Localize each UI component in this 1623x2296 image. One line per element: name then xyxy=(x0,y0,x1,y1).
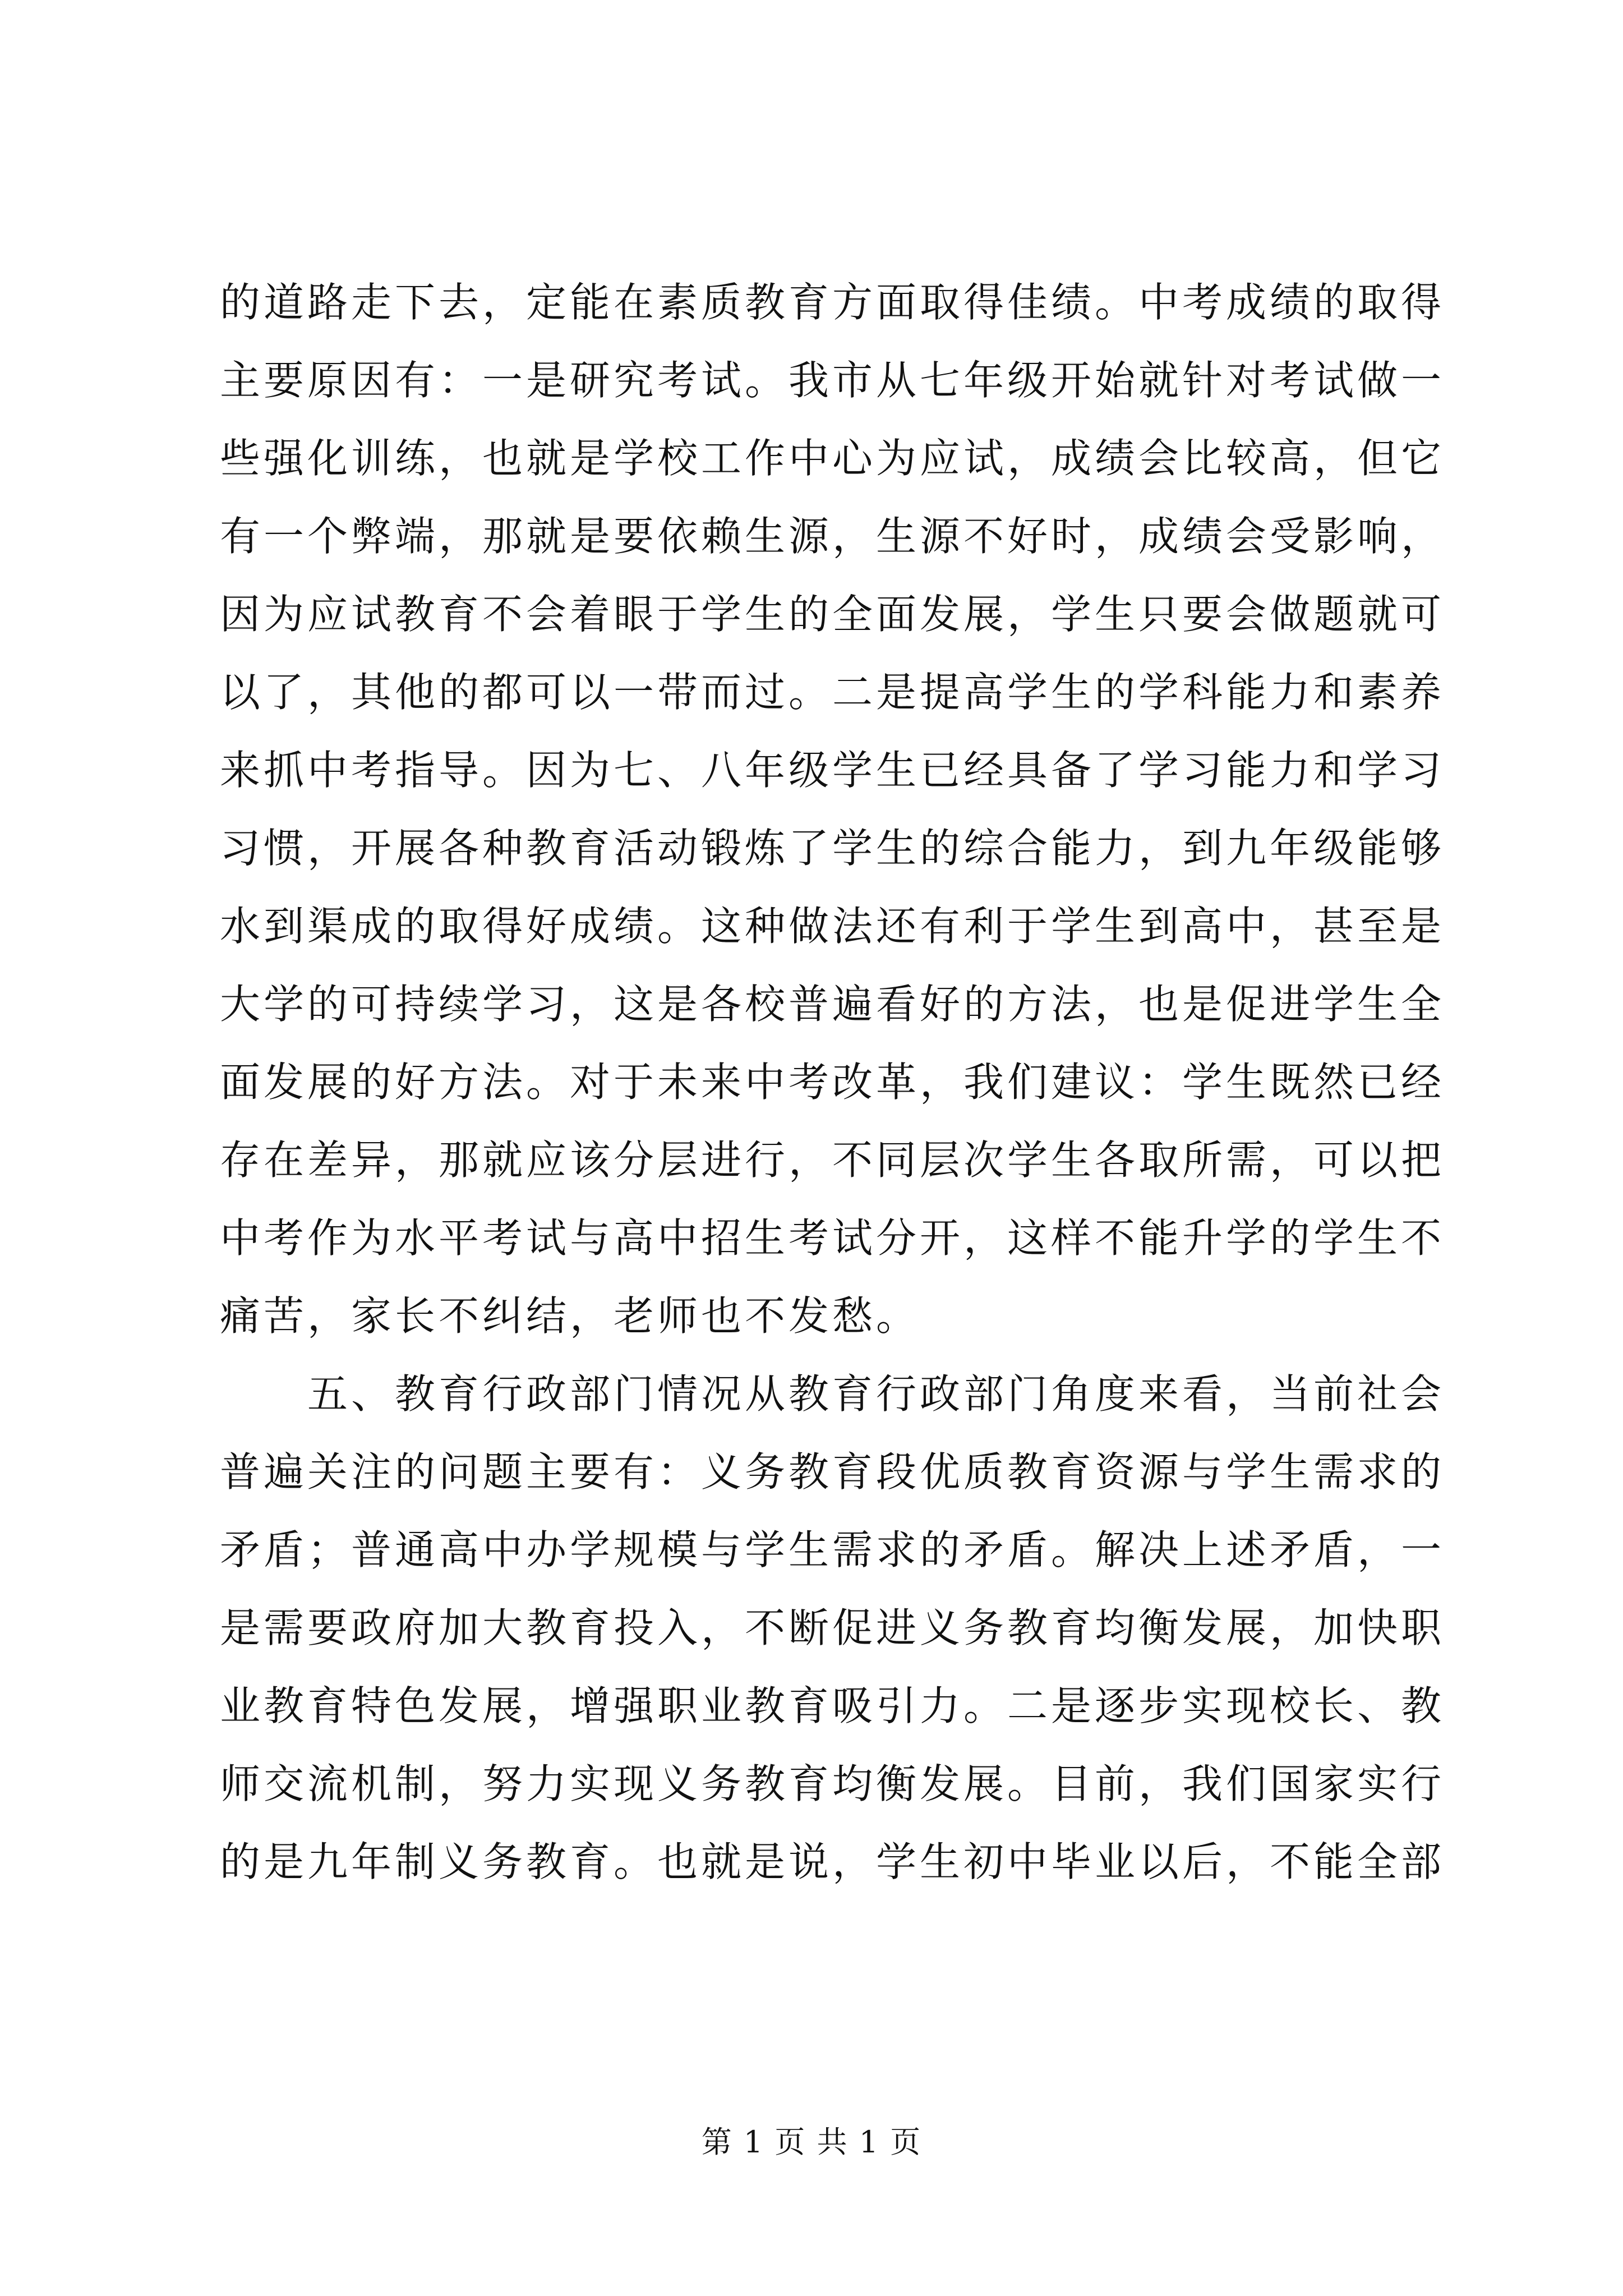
text-line: 业教育特色发展，增强职业教育吸引力。二是逐步实现校长、教 xyxy=(220,1682,1445,1729)
text-line: 有一个弊端，那就是要依赖生源，生源不好时，成绩会受影响， xyxy=(220,513,1445,560)
text-line: 面发展的好方法。对于未来中考改革，我们建议：学生既然已经 xyxy=(220,1059,1445,1106)
text-line: 因为应试教育不会着眼于学生的全面发展，学生只要会做题就可 xyxy=(220,591,1445,638)
text-line: 大学的可持续学习，这是各校普遍看好的方法，也是促进学生全 xyxy=(220,981,1445,1028)
text-line: 师交流机制，努力实现义务教育均衡发展。目前，我们国家实行 xyxy=(220,1760,1445,1807)
paragraph-2 xyxy=(220,1355,1445,1901)
paragraph-1 xyxy=(220,264,1445,1355)
text-line: 存在差异，那就应该分层进行，不同层次学生各取所需，可以把 xyxy=(220,1137,1445,1184)
page-footer: 第 1 页 共 1 页 xyxy=(701,2124,922,2160)
text-line: 来抓中考指导。因为七、八年级学生已经具备了学习能力和学习 xyxy=(220,747,1445,794)
text-line: 矛盾；普通高中办学规模与学生需求的矛盾。解决上述矛盾，一 xyxy=(220,1526,1445,1573)
text-line: 主要原因有：一是研究考试。我市从七年级开始就针对考试做一 xyxy=(220,357,1445,404)
text-line: 习惯，开展各种教育活动锻炼了学生的综合能力，到九年级能够 xyxy=(220,825,1445,872)
text-line: 些强化训练，也就是学校工作中心为应试，成绩会比较高，但它 xyxy=(220,435,1445,482)
text-line: 的是九年制义务教育。也就是说，学生初中毕业以后，不能全部 xyxy=(220,1838,1445,1885)
body-text xyxy=(220,264,1445,1901)
text-line: 水到渠成的取得好成绩。这种做法还有利于学生到高中，甚至是 xyxy=(220,903,1445,950)
text-line: 中考作为水平考试与高中招生考试分开，这样不能升学的学生不 xyxy=(220,1214,1445,1262)
text-line: 是需要政府加大教育投入，不断促进义务教育均衡发展，加快职 xyxy=(220,1604,1445,1651)
text-line: 的道路走下去，定能在素质教育方面取得佳绩。中考成绩的取得 xyxy=(220,279,1445,326)
text-line: 普遍关注的问题主要有：义务教育段优质教育资源与学生需求的 xyxy=(220,1448,1445,1496)
text-line: 痛苦，家长不纠结，老师也不发愁。 xyxy=(220,1292,920,1340)
text-line: 以了，其他的都可以一带而过。二是提高学生的学科能力和素养 xyxy=(220,669,1445,716)
text-line: 五、教育行政部门情况从教育行政部门角度来看，当前社会 xyxy=(307,1370,1445,1418)
